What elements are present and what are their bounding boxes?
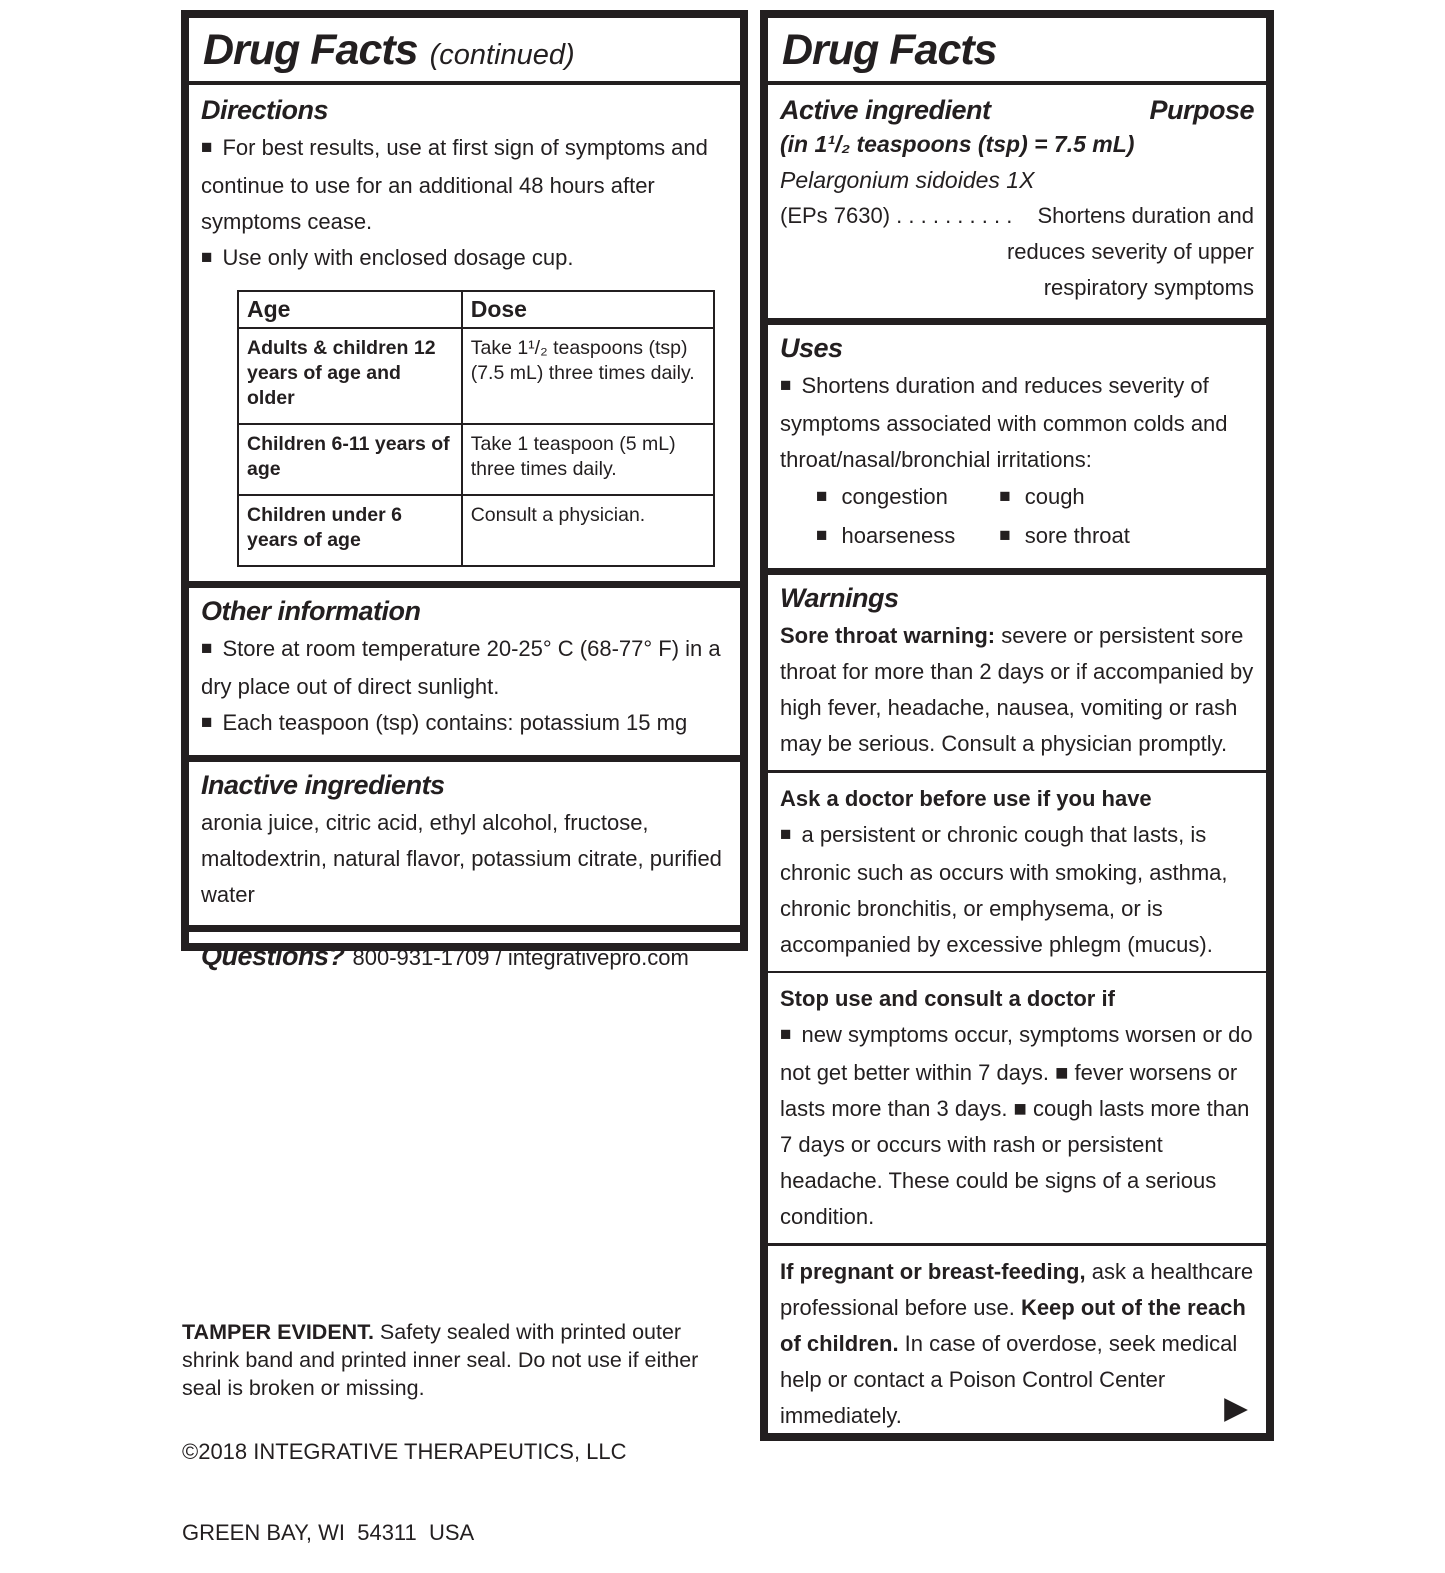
bullet-icon: ■ bbox=[780, 823, 792, 845]
table-row bbox=[238, 328, 714, 424]
copyright bbox=[182, 1384, 627, 1573]
ep-label: (EPs 7630) . . . . . . . . . . bbox=[780, 203, 1013, 228]
use-item-label: hoarseness bbox=[841, 523, 956, 548]
questions-line bbox=[201, 938, 728, 976]
subsection-divider bbox=[768, 971, 1266, 974]
dose-column-header: Dose bbox=[462, 291, 714, 328]
section-divider bbox=[768, 318, 1266, 325]
active-ingredient-header-row bbox=[780, 95, 1254, 126]
use-item-label: sore throat bbox=[1024, 523, 1130, 548]
uses-intro bbox=[780, 368, 1254, 478]
other-information-bullet-2-text: Each teaspoon (tsp) contains: potassium 15 mg bbox=[222, 710, 688, 735]
dose-note: (in 1¹/₂ teaspoons (tsp) = 7.5 mL) bbox=[780, 131, 1135, 157]
bullet-icon: ■ bbox=[816, 486, 828, 507]
subsection-divider bbox=[768, 1243, 1266, 1246]
other-information-bullet-1-text: Store at room temperature 20-25° C (68-77° F) in a dry place out of direct sunlight. bbox=[201, 636, 721, 699]
use-item-label: cough bbox=[1024, 484, 1085, 509]
pregnancy-text: ask a healthcare professional before use. bbox=[780, 1258, 1254, 1320]
uses-heading: Uses bbox=[780, 333, 843, 363]
bullet-icon: ■ bbox=[201, 638, 213, 659]
active-ingredient-heading: Active ingredient bbox=[780, 95, 991, 125]
bullet-icon: ■ bbox=[999, 486, 1011, 507]
section-divider bbox=[189, 581, 740, 588]
bullet-icon: ■ bbox=[816, 525, 828, 546]
bullet-icon: ■ bbox=[201, 247, 213, 268]
title-rule bbox=[768, 81, 1266, 85]
table-header-row bbox=[238, 291, 714, 328]
directions-bullet-1-text: For best results, use at first sign of symptoms and continue to use for an additional 48 hours after symptoms cease. bbox=[201, 135, 708, 234]
continued-arrow-icon: ▶ bbox=[1224, 1390, 1248, 1425]
other-information-heading: Other information bbox=[201, 596, 421, 626]
bullet-icon: ■ bbox=[999, 525, 1011, 546]
panel-title bbox=[780, 24, 1254, 81]
drug-facts-continued-panel bbox=[181, 10, 748, 971]
age-column-header: Age bbox=[238, 291, 462, 328]
uses-symptom-list bbox=[780, 478, 1254, 556]
list-item bbox=[999, 478, 1130, 517]
other-information-bullet-2 bbox=[201, 705, 728, 743]
section-divider bbox=[189, 755, 740, 762]
ask-doctor-text: a persistent or chronic cough that lasts, is chronic such as occurs with smoking, asthma, chronic bronchitis, or emphysema, or is accompanied by excessive phlegm (mucus). bbox=[780, 821, 1228, 957]
section-divider bbox=[189, 925, 740, 932]
pregnancy-label: If pregnant or breast-feeding, bbox=[780, 1258, 1086, 1284]
bullet-icon: ■ bbox=[201, 712, 213, 733]
stop-use-section bbox=[780, 981, 1254, 1235]
panel-title-suffix: (continued) bbox=[429, 39, 575, 71]
warnings-heading: Warnings bbox=[780, 583, 899, 613]
purpose-text-line-1: Shortens duration and bbox=[1037, 203, 1254, 228]
questions-heading: Questions? bbox=[201, 941, 345, 971]
ask-doctor-heading: Ask a doctor before use if you have bbox=[780, 785, 1152, 811]
sore-throat-warning-text: severe or persistent sore throat for more than 2 days or if accompanied by high fever, headache, nausea, vomiting or rash may be serious. Consult a physician promptly. bbox=[780, 623, 1254, 756]
dosage-table bbox=[237, 290, 715, 567]
sore-throat-warning bbox=[780, 618, 1254, 762]
purpose-text-line-2: reduces severity of upper bbox=[1006, 239, 1254, 264]
subsection-divider bbox=[768, 770, 1266, 773]
pregnancy-section bbox=[780, 1254, 1254, 1434]
ep-purpose-line bbox=[780, 198, 1254, 234]
directions-heading: Directions bbox=[201, 95, 329, 125]
keep-out-of-reach-label: Keep out of the reach of children. bbox=[780, 1294, 1246, 1356]
inactive-ingredients-text: aronia juice, citric acid, ethyl alcohol, fructose, maltodextrin, natural flavor, potassium citrate, purified water bbox=[201, 810, 722, 907]
tamper-evident-label: TAMPER EVIDENT. bbox=[182, 1319, 374, 1344]
age-cell: Children under 6 years of age bbox=[238, 495, 462, 566]
stop-use-text: new symptoms occur, symptoms worsen or do not get better within 7 days. ■ fever worsens or lasts more than 3 days. ■ cough lasts more than 7 days or occurs with rash or persistent headache. These could be signs of a serious condition. bbox=[780, 1022, 1253, 1229]
other-information-bullet-1 bbox=[201, 631, 728, 705]
age-cell: Children 6-11 years of age bbox=[238, 424, 462, 495]
age-cell: Adults & children 12 years of age and older bbox=[238, 328, 462, 424]
bullet-icon: ■ bbox=[780, 1024, 792, 1045]
inactive-ingredients-heading: Inactive ingredients bbox=[201, 770, 445, 800]
questions-contact: 800-931-1709 / integrativepro.com bbox=[352, 945, 689, 970]
bullet-icon: ■ bbox=[780, 375, 792, 396]
directions-bullet-2-text: Use only with enclosed dosage cup. bbox=[222, 245, 574, 270]
stop-use-heading: Stop use and consult a doctor if bbox=[780, 986, 1115, 1011]
directions-bullet-2 bbox=[201, 240, 728, 278]
list-item bbox=[816, 478, 955, 517]
keep-out-of-reach-text: In case of overdose, seek medical help or contact a Poison Control Center immediately. bbox=[780, 1330, 1238, 1428]
table-row bbox=[238, 495, 714, 566]
copyright-line-2: GREEN BAY, WI 54311 USA bbox=[182, 1520, 475, 1545]
panel-title-text: Drug Facts bbox=[203, 26, 418, 74]
drug-facts-panel bbox=[760, 10, 1274, 1441]
active-ingredient-name: Pelargonium sidoides 1X bbox=[780, 167, 1035, 193]
table-row bbox=[238, 424, 714, 495]
purpose-heading: Purpose bbox=[1149, 95, 1254, 125]
list-item bbox=[999, 517, 1130, 556]
list-item bbox=[816, 517, 955, 556]
panel-title-text: Drug Facts bbox=[782, 26, 997, 74]
panel-title bbox=[201, 24, 728, 81]
directions-bullet-1 bbox=[201, 130, 728, 240]
copyright-line-1: ©2018 INTEGRATIVE THERAPEUTICS, LLC bbox=[182, 1439, 627, 1464]
ask-doctor-section bbox=[780, 781, 1254, 963]
dose-cell: Take 1 teaspoon (5 mL) three times daily. bbox=[462, 424, 714, 495]
dose-cell: Take 1¹/₂ teaspoons (tsp) (7.5 mL) three times daily. bbox=[462, 328, 714, 424]
tamper-evident-text: Safety sealed with printed outer shrink band and printed inner seal. Do not use if either seal is broken or missing. bbox=[182, 1319, 699, 1400]
title-rule bbox=[189, 81, 740, 85]
section-divider bbox=[768, 568, 1266, 575]
purpose-text-line-3: respiratory symptoms bbox=[1043, 275, 1254, 300]
sore-throat-warning-label: Sore throat warning: bbox=[780, 623, 996, 648]
dose-cell: Consult a physician. bbox=[462, 495, 714, 566]
uses-intro-text: Shortens duration and reduces severity of symptoms associated with common colds and throat/nasal/bronchial irritations: bbox=[780, 373, 1228, 472]
use-item-label: congestion bbox=[841, 484, 948, 509]
bullet-icon: ■ bbox=[201, 137, 213, 158]
